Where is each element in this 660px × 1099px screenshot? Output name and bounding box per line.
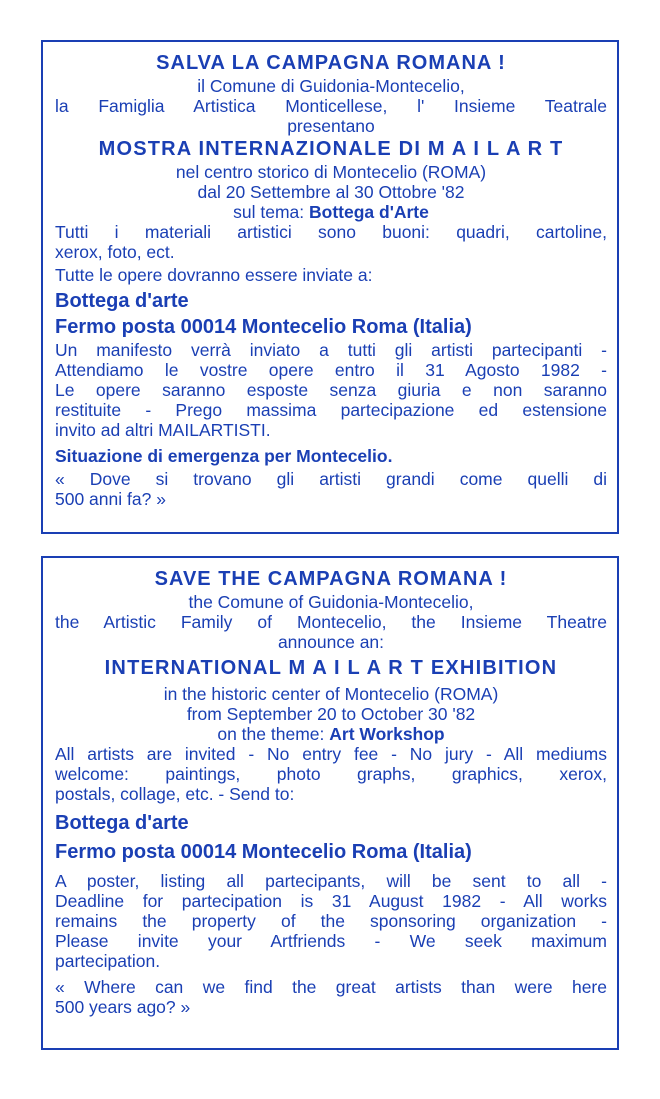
italian-body-line-5: invito ad altri MAILARTISTI. — [55, 420, 271, 440]
italian-send-to: Tutte le opere dovranno essere inviate a: — [55, 265, 373, 285]
italian-quote-line-1: « Dove si trovano gli artisti grandi come quelli di — [55, 469, 607, 489]
english-theme — [55, 724, 607, 744]
italian-quote-line-2: 500 anni fa? » — [55, 489, 166, 509]
italian-body-line-1: Un manifesto verrà inviato a tutti gli artisti partecipanti - — [55, 340, 607, 360]
english-invite-line-1: All artists are invited - No entry fee - No jury - All mediums — [55, 744, 607, 764]
italian-title: SALVA LA CAMPAGNA ROMANA ! — [156, 52, 506, 74]
english-theme-value: Art Workshop — [329, 724, 445, 744]
italian-body-line-4: restituite - Prego massima partecipazione ed estensione — [55, 400, 607, 420]
italian-theme — [55, 202, 607, 222]
english-address-line: Fermo posta 00014 Montecelio Roma (Italia) — [55, 841, 472, 863]
italian-presenters-line-3: presentano — [287, 116, 375, 136]
italian-theme-value: Bottega d'Arte — [309, 202, 429, 222]
italian-body-line-3: Le opere saranno esposte senza giuria e non saranno — [55, 380, 607, 400]
english-body-line-2: Deadline for partecipation is 31 August 1982 - All works — [55, 891, 607, 911]
italian-materials-line-2: xerox, foto, ect. — [55, 242, 175, 262]
italian-location: nel centro storico di Montecelio (ROMA) — [175, 162, 487, 182]
italian-materials-line-1: Tutti i materiali artistici sono buoni: quadri, cartoline, — [55, 222, 607, 242]
italian-address-line: Fermo posta 00014 Montecelio Roma (Italia) — [55, 316, 472, 338]
english-quote-line-2: 500 years ago? » — [55, 997, 191, 1017]
english-presenters-line-1: the Comune of Guidonia-Montecelio, — [188, 592, 474, 612]
italian-presenters-line-2: la Famiglia Artistica Monticellese, l' Insieme Teatrale — [55, 96, 607, 116]
italian-announcement-panel — [41, 40, 619, 534]
english-exhibition-headline: INTERNATIONAL M A I L A R T EXHIBITION — [104, 657, 558, 679]
english-body-line-4: Please invite your Artfriends - We seek maximum — [55, 931, 607, 951]
english-address-name: Bottega d'arte — [55, 812, 189, 834]
english-presenters-line-3: announce an: — [277, 632, 385, 652]
english-body-line-5: partecipation. — [55, 951, 161, 971]
english-announcement-panel — [41, 556, 619, 1050]
english-body-line-1: A poster, listing all partecipants, will be sent to all - — [55, 871, 607, 891]
italian-presenters-line-1: il Comune di Guidonia-Montecelio, — [197, 76, 465, 96]
english-body-line-3: remains the property of the sponsoring organization - — [55, 911, 607, 931]
english-theme-label: on the theme: — [217, 724, 330, 744]
italian-body-line-2: Attendiamo le vostre opere entro il 31 Agosto 1982 - — [55, 360, 607, 380]
english-quote-line-1: « Where can we find the great artists than were here — [55, 977, 607, 997]
english-invite-line-2: welcome: paintings, photo graphs, graphics, xerox, — [55, 764, 607, 784]
italian-exhibition-headline: MOSTRA INTERNAZIONALE DI M A I L A R T — [98, 138, 564, 160]
english-dates: from September 20 to October 30 '82 — [186, 704, 476, 724]
italian-dates: dal 20 Settembre al 30 Ottobre '82 — [197, 182, 465, 202]
italian-emergency-note: Situazione di emergenza per Montecelio. — [55, 446, 393, 466]
english-title: SAVE THE CAMPAGNA ROMANA ! — [154, 568, 508, 590]
english-location: in the historic center of Montecelio (ROMA) — [163, 684, 499, 704]
english-presenters-line-2: the Artistic Family of Montecelio, the Insieme Theatre — [55, 612, 607, 632]
italian-theme-label: sul tema: — [233, 202, 309, 222]
english-invite-line-3: postals, collage, etc. - Send to: — [55, 784, 295, 804]
italian-address-name: Bottega d'arte — [55, 290, 189, 312]
